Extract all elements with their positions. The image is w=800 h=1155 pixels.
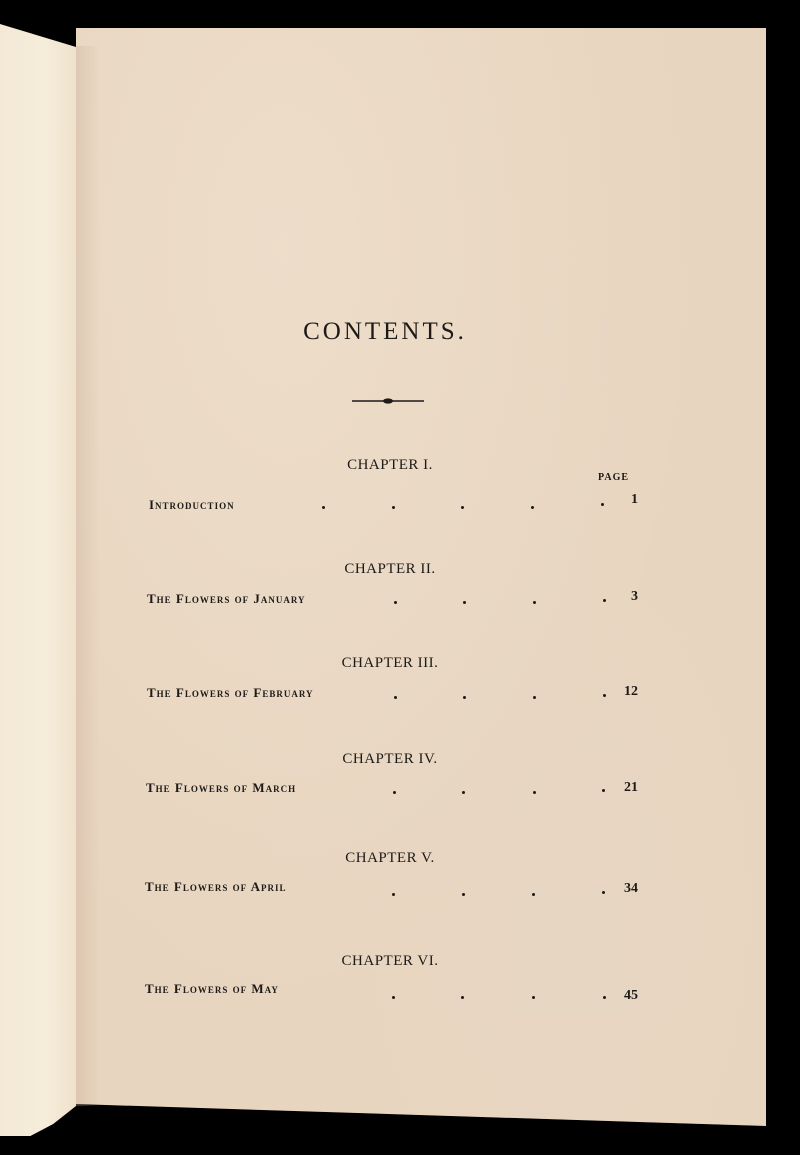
toc-entry-title[interactable]: The Flowers of February: [147, 685, 314, 700]
chapter-heading: CHAPTER IV.: [342, 751, 438, 767]
chapter-heading: CHAPTER II.: [344, 561, 436, 577]
leader-dot: [394, 696, 397, 699]
chapter-heading: CHAPTER I.: [347, 457, 433, 473]
leader-dot: [392, 893, 395, 896]
leader-dot: [393, 791, 396, 794]
toc-entry-title[interactable]: The Flowers of January: [147, 591, 306, 606]
ornament-divider-icon: [352, 395, 424, 407]
leader-dot: [463, 601, 466, 604]
leader-dot: [531, 506, 534, 509]
chapter-heading: CHAPTER III.: [341, 655, 439, 671]
page-title: CONTENTS.: [303, 318, 467, 345]
page-column-label: PAGE: [598, 472, 630, 483]
leader-dot: [533, 601, 536, 604]
leader-dot: [463, 696, 466, 699]
leader-dot: [461, 506, 464, 509]
leader-dot: [461, 996, 464, 999]
leader-dot: [462, 791, 465, 794]
leader-dot: [392, 506, 395, 509]
leader-dot: [533, 791, 536, 794]
toc-entry-title[interactable]: Introduction: [149, 497, 235, 512]
toc-page-number[interactable]: 34: [624, 881, 638, 896]
leader-dot: [322, 506, 325, 509]
leader-dot: [533, 696, 536, 699]
chapter-heading: CHAPTER V.: [345, 850, 435, 866]
toc-page-number[interactable]: 3: [631, 589, 638, 604]
chapter-heading: CHAPTER VI.: [341, 953, 439, 969]
toc-entry-title[interactable]: The Flowers of April: [145, 879, 287, 894]
leader-dot: [394, 601, 397, 604]
leader-dot: [392, 996, 395, 999]
toc-page-number[interactable]: 45: [624, 988, 638, 1003]
toc-entry-title[interactable]: The Flowers of March: [146, 780, 297, 795]
toc-page-number[interactable]: 12: [624, 684, 638, 699]
toc-entry-title[interactable]: The Flowers of May: [145, 981, 279, 996]
leader-dot: [532, 893, 535, 896]
leader-dot: [532, 996, 535, 999]
leader-dot: [462, 893, 465, 896]
toc-page-number[interactable]: 1: [631, 492, 638, 507]
toc-page-number[interactable]: 21: [624, 780, 638, 795]
